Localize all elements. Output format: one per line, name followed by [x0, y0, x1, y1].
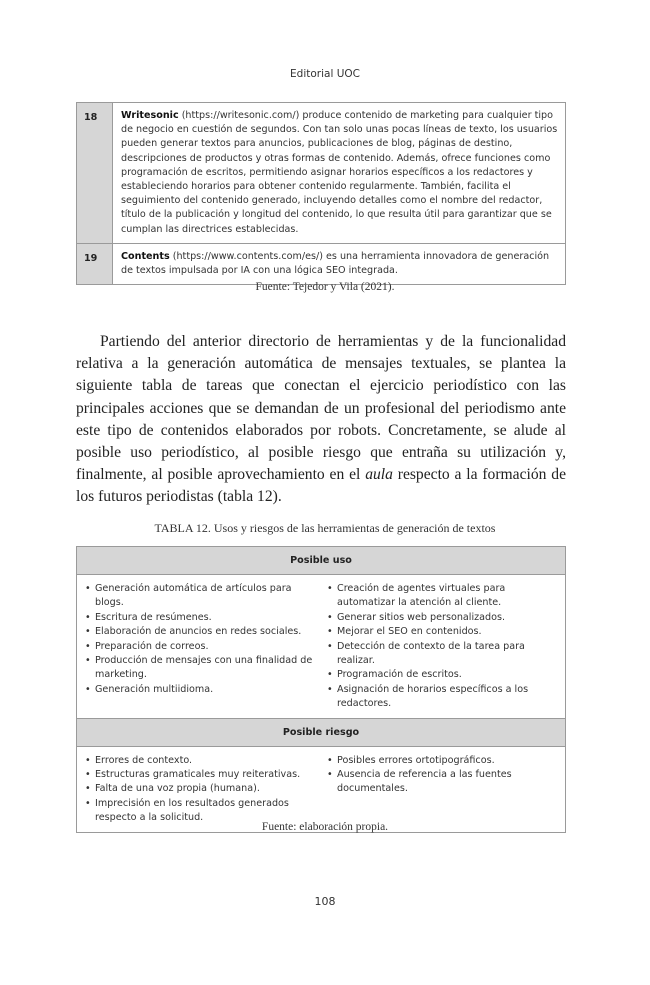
- list-item: • Elaboración de anuncios en redes sociales.: [85, 625, 317, 639]
- list-item: • Detección de contexto de la tarea para realizar.: [327, 640, 559, 669]
- list-item: • Generación multiidioma.: [85, 683, 317, 697]
- riesgo-left-column: [85, 754, 317, 826]
- tools-directory-table: [76, 102, 566, 285]
- list-item: • Falta de una voz propia (humana).: [85, 782, 317, 796]
- uso-right-column: [317, 582, 559, 712]
- uso-columns: [77, 575, 565, 718]
- section-header-uso: Posible uso: [77, 547, 565, 575]
- section-header-riesgo: Posible riesgo: [77, 718, 565, 747]
- paragraph-text-end: respecto a la formación de los futuros periodistas (tabla 12).: [76, 466, 566, 506]
- list-item: • Mejorar el SEO en contenidos.: [327, 625, 559, 639]
- tool-text: (https://writesonic.com/) produce contenido de marketing para cualquier tipo de negocio en cuestión de segundos. Con tan solo unas pocas líneas de texto, los usuarios pueden generar textos para anuncios, publicaciones de blog, páginas de destino, descripciones de productos y otras formas de contenido. Además, ofrece funciones como programación de escritos, permitiendo asignar horarios específicos a los redactores y estableciendo horarios para obtener contenido regularmente. También, facilita el seguimiento del contenido generado, incluyendo detalles como el nombre del redactor, título de la publicación y longitud del contenido, lo que resulta útil para garantizar que se cumplan las directrices establecidas.: [121, 110, 558, 235]
- paragraph-italic: aula: [365, 466, 393, 484]
- list-item: • Programación de escritos.: [327, 668, 559, 682]
- list-item: • Escritura de resúmenes.: [85, 611, 317, 625]
- row-number: 18: [77, 103, 113, 244]
- list-item: • Creación de agentes virtuales para automatizar la atención al cliente.: [327, 582, 559, 611]
- row-description: [113, 103, 566, 244]
- table-title: TABLA 12. Usos y riesgos de las herramientas de generación de textos: [154, 521, 496, 535]
- table-source-caption: Fuente: elaboración propia.: [261, 821, 389, 833]
- list-item: • Errores de contexto.: [85, 754, 317, 768]
- list-item: • Producción de mensajes con una finalidad de marketing.: [85, 654, 317, 683]
- tool-text: (https://www.contents.com/es/) es una herramienta innovadora de generación de textos impulsada por IA con una lógica SEO integrada.: [121, 250, 550, 277]
- page-number: 108: [314, 895, 336, 908]
- riesgo-right-column: [317, 754, 559, 826]
- list-item: • Posibles errores ortotipográficos.: [327, 754, 559, 768]
- table-source-caption: Fuente: Tejedor y Vila (2021).: [255, 281, 395, 293]
- list-item: • Generación automática de artículos para blogs.: [85, 582, 317, 611]
- list-item: • Generar sitios web personalizados.: [327, 611, 559, 625]
- uso-left-column: [85, 582, 317, 712]
- row-number: 19: [77, 243, 113, 284]
- list-item: • Asignación de horarios específicos a los redactores.: [327, 683, 559, 712]
- running-header: Editorial UOC: [290, 68, 360, 80]
- body-paragraph: [76, 331, 566, 509]
- list-item: • Estructuras gramaticales muy reiterativas.: [85, 768, 317, 782]
- uses-risks-table: [76, 546, 566, 833]
- table-row: [77, 103, 566, 244]
- list-item: • Ausencia de referencia a las fuentes documentales.: [327, 768, 559, 797]
- tool-name: Writesonic: [121, 110, 179, 121]
- row-description: [113, 243, 566, 284]
- list-item: • Preparación de correos.: [85, 640, 317, 654]
- list-item: • Imprecisión en los resultados generados respecto a la solicitud.: [85, 797, 317, 826]
- paragraph-text: Partiendo del anterior directorio de herramientas y de la funcionalidad relativa a la generación automática de mensajes textuales, se plantea la siguiente tabla de tareas que conectan el ejercicio periodístico con las principales acciones que se demandan de un profesional del periodismo ante este tipo de contenidos elaborados por robots. Concretamente, se alude al posible uso periodístico, al posible riesgo que entraña su utilización y, finalmente, al posible aprovechamiento en el: [76, 333, 566, 484]
- riesgo-columns: [77, 747, 565, 832]
- table-row: [77, 243, 566, 284]
- tool-name: Contents: [121, 250, 170, 262]
